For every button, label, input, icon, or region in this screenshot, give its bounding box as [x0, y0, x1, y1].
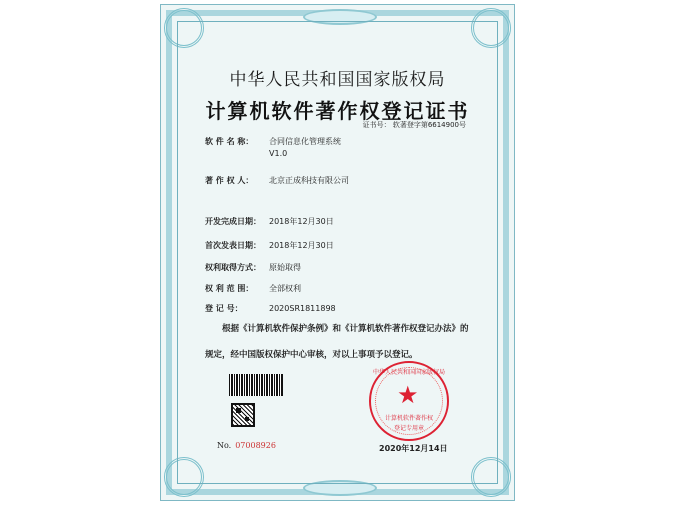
- field-value: 全部权利: [269, 284, 301, 293]
- field-copyright-owner: [205, 175, 349, 187]
- field-value: 原始取得: [269, 263, 301, 272]
- field-value: 北京正成科技有限公司: [269, 176, 349, 185]
- certificate-title: 计算机软件著作权登记证书: [205, 99, 470, 123]
- statement-line-2: 规定，经中国版权保护中心审核，对以上事项予以登记。: [205, 350, 418, 360]
- field-label: 软 件 名 称：: [205, 137, 254, 146]
- field-version: V1.0: [269, 149, 288, 158]
- field-label: 开发完成日期：: [205, 217, 261, 226]
- barcode-icon: [229, 374, 283, 396]
- field-software-name: [205, 136, 341, 160]
- seal-arc-text: 中华人民共和国国家版权局: [372, 369, 445, 376]
- field-rights-scope: [205, 283, 301, 295]
- field-value: 2018年12月30日: [269, 241, 334, 250]
- seal-line-1: 计算机软件著作权: [384, 415, 433, 422]
- issue-date: 2020年12月14日: [379, 444, 448, 453]
- issuer-title: 中华人民共和国国家版权局: [229, 70, 446, 90]
- serial-number: [217, 441, 276, 450]
- field-label: 权利取得方式：: [205, 263, 261, 272]
- field-value: 2018年12月30日: [269, 217, 334, 226]
- field-publish-date: [205, 240, 334, 252]
- inner-border: [177, 21, 498, 484]
- field-acquisition-method: [205, 262, 301, 274]
- field-label: 著 作 权 人：: [205, 176, 254, 185]
- certificate: [160, 4, 515, 501]
- official-seal: [369, 361, 449, 441]
- field-value: 合同信息化管理系统: [269, 137, 341, 146]
- field-label: 首次发表日期：: [205, 241, 261, 250]
- serial-value: 07008926: [235, 441, 276, 450]
- field-registration-no: [205, 303, 336, 315]
- serial-prefix: No.: [217, 441, 232, 450]
- field-value: 2020SR1811898: [269, 304, 336, 313]
- seal-line-2: 登记专用章: [393, 425, 424, 432]
- field-label: 权 利 范 围：: [205, 284, 254, 293]
- registration-number: 证书号： 软著登字第6614900号: [362, 121, 466, 129]
- field-completion-date: [205, 216, 334, 228]
- field-label: 登 记 号：: [205, 304, 243, 313]
- qr-code-icon: [231, 403, 255, 427]
- statement-line-1: 根据《计算机软件保护条例》和《计算机软件著作权登记办法》的: [222, 324, 469, 334]
- star-icon: ★: [397, 381, 419, 409]
